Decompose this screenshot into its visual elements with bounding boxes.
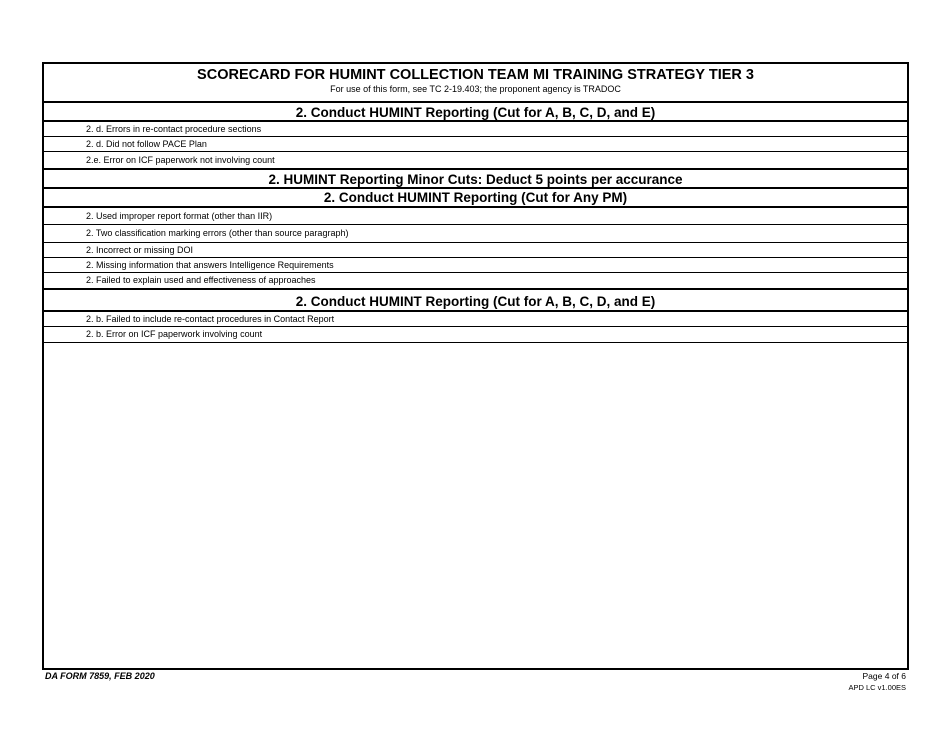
section-title: 2. Conduct HUMINT Reporting (Cut for A, B, C, D, and E) [44,103,907,122]
criteria-row: 2. Used improper report format (other than IIR) [44,208,907,225]
criteria-row: 2. b. Failed to include re-contact procedures in Contact Report [44,312,907,327]
criteria-row: 2. b. Error on ICF paperwork involving count [44,327,907,343]
form-frame [42,62,909,670]
form-number: DA FORM 7859, FEB 2020 [45,671,155,681]
page-number: Page 4 of 6 [862,671,906,681]
criteria-row: 2. Two classification marking errors (other than source paragraph) [44,225,907,243]
criteria-row: 2. d. Errors in re-contact procedure sections [44,122,907,137]
criteria-row: 2. Incorrect or missing DOI [44,243,907,258]
form-header [44,64,907,103]
criteria-row: 2.e. Error on ICF paperwork not involving count [44,152,907,169]
criteria-row: 2. d. Did not follow PACE Plan [44,137,907,152]
section-title: 2. Conduct HUMINT Reporting (Cut for Any PM) [44,189,907,208]
criteria-row: 2. Missing information that answers Intelligence Requirements [44,258,907,273]
criteria-row: 2. Failed to explain used and effectiveness of approaches [44,273,907,290]
version-label: APD LC v1.00ES [848,683,906,692]
section-title: 2. HUMINT Reporting Minor Cuts: Deduct 5 points per accurance [44,170,907,189]
page-info [848,671,906,693]
section-title: 2. Conduct HUMINT Reporting (Cut for A, B, C, D, and E) [44,290,907,312]
form-subtitle: For use of this form, see TC 2-19.403; the proponent agency is TRADOC [330,84,621,94]
form-title: SCORECARD FOR HUMINT COLLECTION TEAM MI TRAINING STRATEGY TIER 3 [197,67,754,83]
